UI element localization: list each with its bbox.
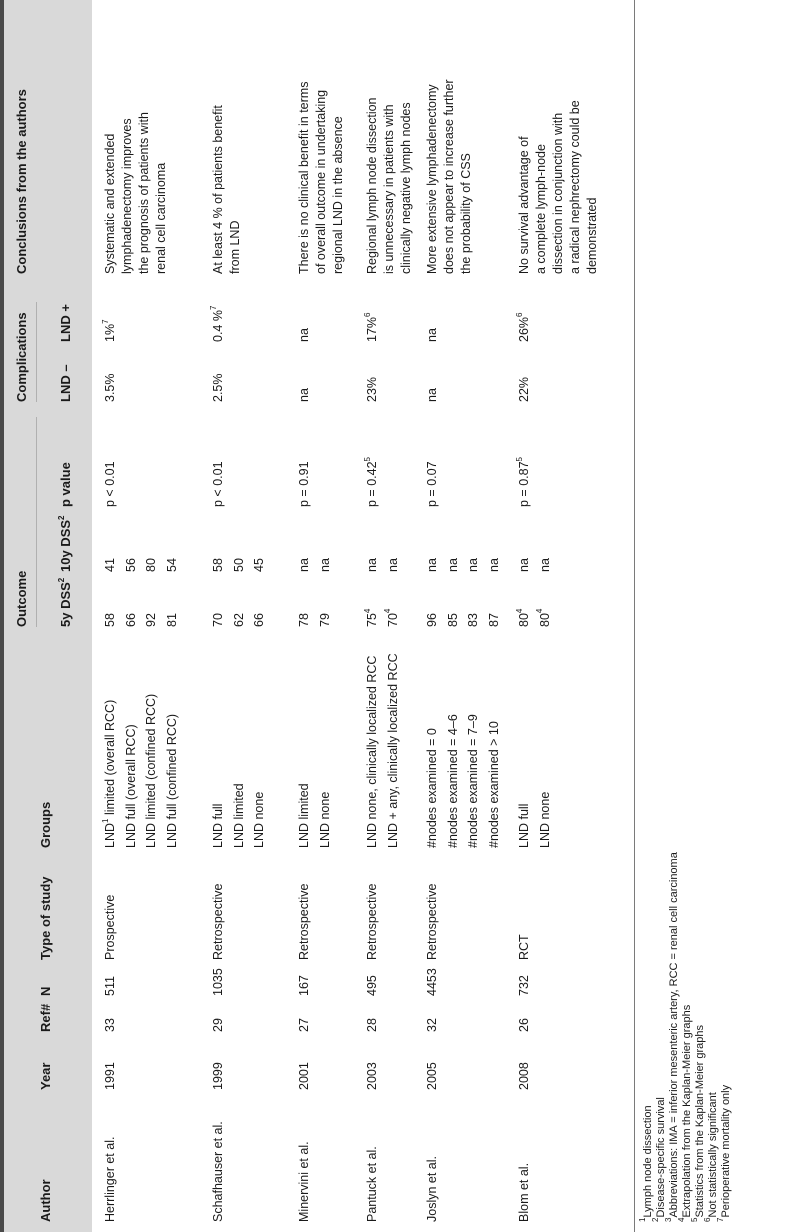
cell-ref: 32 — [425, 1018, 439, 1032]
table-bottom-rule — [634, 0, 635, 1232]
cell-author: Schafhauser et al. — [211, 1121, 225, 1222]
header-n: N — [38, 986, 53, 996]
cell-group: LND full (confined RCC) — [164, 713, 179, 848]
cell-dss10: 56 — [123, 558, 138, 572]
cell-lnd-neg: na — [297, 388, 311, 402]
cell-dss5: 96 — [425, 613, 439, 627]
cell-conclusion-line: demonstrated — [585, 197, 599, 274]
cell-conclusion-line: More extensive lymphadenectomy — [425, 84, 439, 274]
cell-conclusion-line: from LND — [228, 220, 242, 274]
header-lnd-neg: LND – — [58, 364, 73, 402]
cell-author: Joslyn et al. — [425, 1155, 439, 1222]
cell-dss5: $70^4$ — [383, 608, 400, 627]
cell-dss5: $80^4$ — [514, 608, 531, 627]
cell-group: LND full (overall RCC) — [123, 724, 138, 848]
cell-dss10: na — [517, 558, 531, 572]
cell-year: 2005 — [425, 1062, 439, 1090]
cell-dss10: na — [445, 558, 460, 572]
header-outcome: Outcome — [14, 570, 29, 627]
cell-lnd-pos: na — [425, 328, 439, 342]
cell-author: Blom et al. — [517, 1162, 531, 1222]
cell-dss5: 85 — [445, 613, 460, 627]
cell-n: 1035 — [211, 968, 225, 996]
cell-lnd-neg: 3.5% — [103, 373, 117, 402]
cell-conclusion-line: regional LND in the absence — [331, 116, 345, 274]
cell-n: 4453 — [425, 968, 439, 996]
footnote: $^7$Perioperative mortality only — [716, 1084, 732, 1222]
cell-group: LND limited (confined RCC) — [144, 693, 158, 848]
cell-type: Prospective — [103, 894, 117, 960]
cell-lnd-pos: 26%$^6$ — [514, 312, 531, 342]
cell-dss5: 87 — [486, 613, 501, 627]
cell-type: Retrospective — [365, 883, 379, 960]
header-type: Type of study — [38, 876, 53, 960]
cell-dss5: 66 — [252, 613, 266, 627]
cell-group: LND none, clinically localized RCC — [365, 655, 379, 848]
cell-year: 2003 — [365, 1062, 379, 1090]
cell-conclusion-line: There is no clinical benefit in terms — [297, 81, 311, 274]
cell-author: Minervini et al. — [297, 1141, 311, 1222]
header-ref: Ref# — [38, 1003, 53, 1032]
cell-pvalue: $p = 0.42^5$ — [362, 457, 379, 507]
cell-dss10: na — [385, 558, 400, 572]
cell-lnd-neg: 2.5% — [211, 373, 225, 402]
cell-lnd-pos: 0.4 %$^7$ — [208, 305, 225, 342]
cell-conclusion-line: is unnecessary in patients with — [382, 104, 396, 274]
cell-pvalue: p = 0.91 — [297, 461, 311, 507]
header-groups: Groups — [38, 801, 53, 848]
cell-dss10: 80 — [144, 558, 158, 572]
complications-underline — [36, 302, 37, 402]
cell-group: LND none — [317, 791, 332, 848]
cell-group: LND none — [252, 791, 266, 848]
cell-group: #nodes examined = 0 — [425, 728, 439, 848]
cell-dss10: na — [537, 558, 552, 572]
cell-dss5: 66 — [123, 613, 138, 627]
cell-conclusion-line: of overall outcome in undertaking — [314, 89, 328, 274]
cell-dss10: na — [486, 558, 501, 572]
cell-group: LND limited — [231, 783, 246, 848]
cell-dss10: 58 — [211, 558, 225, 572]
cell-pvalue: p < 0.01 — [103, 461, 117, 507]
cell-conclusion-line: the prognosis of patients with — [137, 112, 151, 274]
cell-ref: 27 — [297, 1018, 311, 1032]
cell-conclusion-line: Regional lymph node dissection — [365, 97, 379, 274]
cell-lnd-pos: 17%$^6$ — [362, 312, 379, 342]
header-lnd-pos: LND + — [58, 304, 73, 342]
header-author: Author — [38, 1179, 53, 1222]
cell-lnd-neg: 22% — [517, 376, 531, 402]
header-year: Year — [38, 1062, 53, 1090]
cell-dss10: na — [317, 558, 332, 572]
cell-ref: 29 — [211, 1018, 225, 1032]
cell-conclusion-line: dissection in conjunction with — [551, 112, 565, 274]
cell-group: #nodes examined > 10 — [486, 721, 501, 848]
cell-conclusion-line: At least 4 % of patients benefit — [211, 105, 225, 274]
cell-group: LND$^1$ limited (overall RCC) — [100, 699, 117, 848]
cell-lnd-pos: na — [297, 328, 311, 342]
header-pvalue: p value — [58, 462, 73, 507]
cell-group: #nodes examined = 7–9 — [466, 714, 480, 848]
cell-dss10: 54 — [164, 558, 179, 572]
cell-dss10: na — [297, 558, 311, 572]
footnote: $^2$Disease-specific survival — [651, 1097, 667, 1222]
cell-pvalue: p = 0.07 — [425, 461, 439, 507]
footnote: $^5$Statistics from the Kaplan-Meier graphs — [690, 1024, 706, 1222]
cell-conclusion-line: clinically negative lymph nodes — [399, 102, 413, 274]
cell-dss5: $80^4$ — [535, 608, 552, 627]
cell-group: LND full — [211, 803, 225, 848]
cell-dss5: 58 — [103, 613, 117, 627]
footnote: $^3$Abbreviations: IMA = inferior mesenteric artery, RCC = renal cell carcinoma — [664, 852, 680, 1222]
cell-dss5: 78 — [297, 613, 311, 627]
cell-conclusion-line: does not appear to increase further — [442, 79, 456, 274]
cell-dss5: 62 — [231, 613, 246, 627]
cell-author: Pantuck et al. — [365, 1146, 379, 1222]
cell-ref: 33 — [103, 1018, 117, 1032]
cell-author: Herrlinger et al. — [103, 1136, 117, 1222]
cell-dss5: 81 — [164, 613, 179, 627]
cell-conclusion-line: the probability of CSS — [459, 153, 473, 274]
cell-dss10: na — [365, 558, 379, 572]
cell-conclusion-line: renal cell carcinoma — [154, 162, 168, 274]
cell-dss10: 41 — [103, 558, 117, 572]
cell-ref: 26 — [517, 1018, 531, 1032]
cell-n: 732 — [517, 975, 531, 996]
cell-group: #nodes examined = 4–6 — [445, 714, 460, 848]
cell-conclusion-line: No survival advantage of — [517, 136, 531, 274]
cell-lnd-pos: 1%$^7$ — [100, 319, 117, 342]
cell-conclusion-line: a complete lymph-node — [534, 144, 548, 274]
header-dss5: 5y DSS$^2$ — [56, 577, 73, 627]
cell-lnd-neg: 23% — [365, 376, 379, 402]
cell-group: LND limited — [297, 783, 311, 848]
cell-pvalue: $p = 0.87^5$ — [514, 457, 531, 507]
cell-dss10: 45 — [252, 558, 266, 572]
cell-conclusion-line: lymphadenectomy improves — [120, 118, 134, 274]
cell-type: Retrospective — [425, 883, 439, 960]
cell-dss10: na — [425, 558, 439, 572]
cell-dss10: 50 — [231, 558, 246, 572]
cell-pvalue: p < 0.01 — [211, 461, 225, 507]
cell-type: Retrospective — [211, 883, 225, 960]
cell-n: 167 — [297, 975, 311, 996]
cell-group: LND none — [537, 791, 552, 848]
cell-group: LND + any, clinically localized RCC — [385, 653, 400, 848]
cell-type: Retrospective — [297, 883, 311, 960]
header-conclusions: Conclusions from the authors — [14, 89, 29, 274]
cell-dss5: 70 — [211, 613, 225, 627]
cell-year: 2001 — [297, 1062, 311, 1090]
cell-dss5: 83 — [466, 613, 480, 627]
cell-conclusion-line: Systematic and extended — [103, 133, 117, 274]
cell-group: LND full — [517, 803, 531, 848]
header-dss10: 10y DSS$^2$ — [56, 515, 73, 572]
cell-year: 1991 — [103, 1062, 117, 1090]
cell-dss5: 79 — [317, 613, 332, 627]
cell-type: RCT — [517, 934, 531, 960]
cell-n: 495 — [365, 975, 379, 996]
cell-n: 511 — [103, 976, 117, 996]
outcome-underline — [36, 417, 37, 627]
footnote: $^6$Not statistically significant — [703, 1092, 719, 1222]
cell-dss10: na — [466, 558, 480, 572]
cell-dss5: 92 — [144, 613, 158, 627]
cell-year: 2008 — [517, 1062, 531, 1090]
cell-ref: 28 — [365, 1018, 379, 1032]
header-complications: Complications — [14, 312, 29, 402]
cell-conclusion-line: a radical nephrectomy could be — [568, 100, 582, 274]
cell-dss5: $75^4$ — [362, 608, 379, 627]
cell-year: 1999 — [211, 1062, 225, 1090]
cell-lnd-neg: na — [425, 388, 439, 402]
footnote: $^1$Lymph node dissection — [638, 1105, 654, 1222]
footnote: $^4$Extrapolation from the Kaplan-Meier graphs — [677, 1004, 693, 1222]
